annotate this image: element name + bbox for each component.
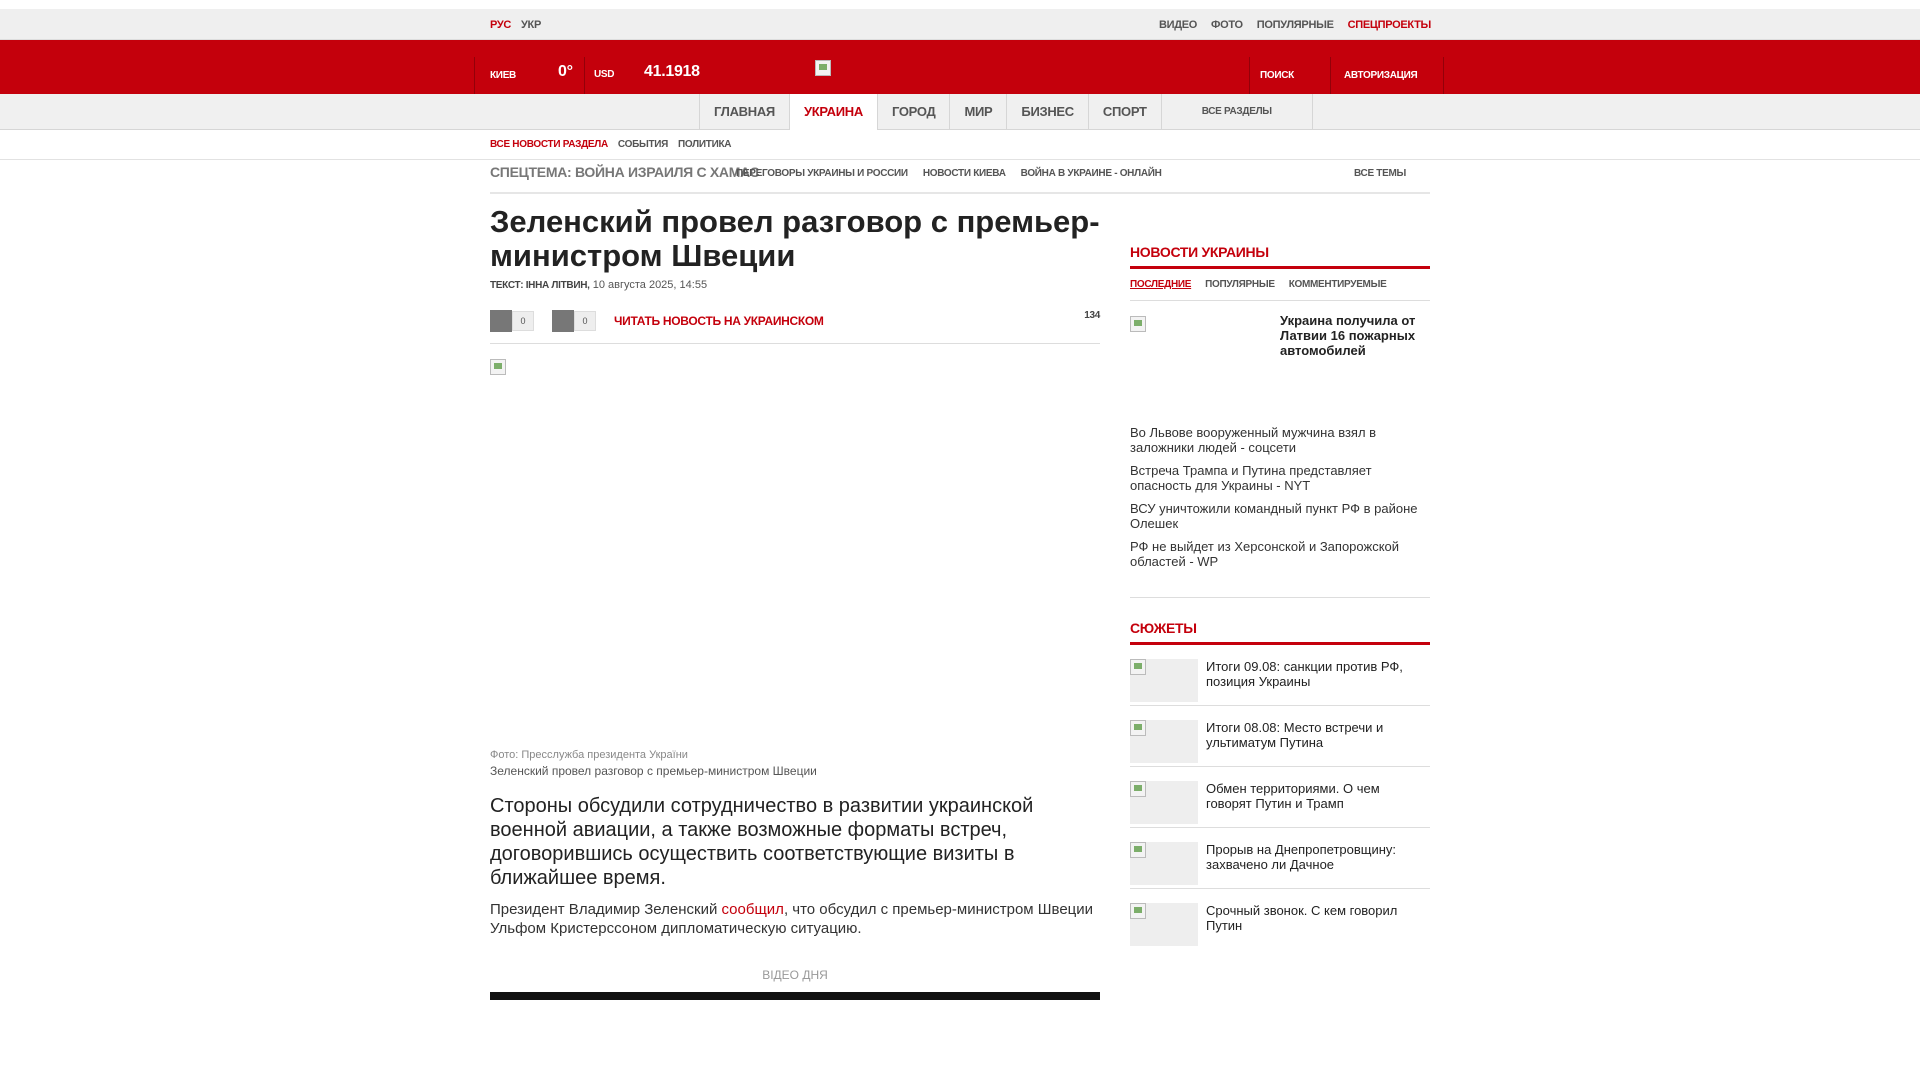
- topic-link[interactable]: ПЕРЕГОВОРЫ УКРАИНЫ И РОССИИ: [736, 168, 908, 179]
- currency-rate: 41.1918: [644, 63, 700, 80]
- lang-ru-link[interactable]: РУС: [490, 19, 512, 31]
- section-subnav: [0, 130, 1920, 160]
- divider: [1249, 57, 1250, 94]
- video-of-day-label: ВІДЕО ДНЯ: [762, 968, 828, 982]
- story-thumbnail[interactable]: [1130, 720, 1198, 763]
- news-item[interactable]: Во Львове вооруженный мужчина взял в заложники людей - соцсети: [1130, 425, 1377, 455]
- share-bar: [490, 304, 1100, 344]
- story-title[interactable]: Срочный звонок. С кем говорил Путин: [1206, 903, 1398, 933]
- views-count: 134: [1084, 310, 1100, 321]
- top-links: [1159, 19, 1431, 31]
- ukraine-news-heading[interactable]: НОВОСТИ УКРАИНЫ: [1130, 244, 1430, 269]
- story-thumbnail[interactable]: [1130, 781, 1198, 824]
- read-in-ukrainian-link[interactable]: ЧИТАТЬ НОВОСТЬ НА УКРАИНСКОМ: [614, 314, 824, 328]
- nav-city[interactable]: ГОРОД: [878, 94, 951, 130]
- special-projects-link[interactable]: СПЕЦПРОЕКТЫ: [1347, 19, 1431, 31]
- tab-commented[interactable]: КОММЕНТИРУЕМЫЕ: [1288, 279, 1387, 290]
- photo-credit: Фото: Пресслужба президента України: [490, 749, 688, 761]
- share-count: 0: [512, 311, 534, 331]
- paragraph-text: Президент Владимир Зеленский: [490, 901, 722, 918]
- story-item[interactable]: [1130, 706, 1430, 767]
- all-topics-link[interactable]: ВСЕ ТЕМЫ: [1353, 168, 1406, 179]
- share-icon: [552, 310, 574, 332]
- share-button[interactable]: [490, 310, 534, 332]
- divider: [1443, 57, 1444, 94]
- article-title: Зеленский провел разговор с премьер-министром Швеции: [490, 204, 1100, 273]
- publish-date: 10 августа 2025, 14:55: [592, 279, 708, 291]
- story-title[interactable]: Итоги 08.08: Место встречи и ультиматум Путина: [1206, 720, 1384, 750]
- photo-link[interactable]: ФОТО: [1211, 19, 1243, 31]
- special-topic: [490, 164, 759, 180]
- featured-news[interactable]: [1130, 313, 1430, 425]
- story-item[interactable]: [1130, 828, 1430, 889]
- news-item[interactable]: ВСУ уничтожили командный пункт РФ в районе Олешек: [1130, 501, 1418, 531]
- article-paragraph: [490, 900, 1100, 938]
- sidebar: [1130, 244, 1430, 950]
- divider: [474, 57, 475, 94]
- story-thumbnail[interactable]: [1130, 842, 1198, 885]
- lang-ua-link[interactable]: УКР: [521, 19, 541, 31]
- article-photo[interactable]: [490, 359, 1100, 749]
- broken-image-icon: [1130, 842, 1146, 858]
- nav-ukraine[interactable]: УКРАИНА: [790, 94, 878, 130]
- top-bar: [0, 9, 1920, 40]
- tab-popular[interactable]: ПОПУЛЯРНЫЕ: [1205, 279, 1275, 290]
- login-button[interactable]: АВТОРИЗАЦИЯ: [1344, 70, 1418, 81]
- story-item[interactable]: [1130, 645, 1430, 706]
- special-topics-bar: [490, 160, 1430, 194]
- nav-main[interactable]: ГЛАВНАЯ: [700, 94, 790, 130]
- story-item[interactable]: [1130, 889, 1430, 950]
- source-link[interactable]: сообщил: [721, 901, 784, 918]
- article-lead: Стороны обсудили сотрудничество в развитии украинской военной авиации, а также возможные форматы встреч, договорившись осуществить соответствующие визиты в ближайшее время.: [490, 795, 1034, 889]
- city-label: КИЕВ: [490, 70, 516, 81]
- story-thumbnail[interactable]: [1130, 659, 1198, 702]
- broken-image-icon: [490, 359, 506, 375]
- article: [490, 205, 1100, 1000]
- featured-news-title[interactable]: Украина получила от Латвии 16 пожарных автомобилей: [1280, 313, 1416, 358]
- nav-world[interactable]: МИР: [950, 94, 1007, 130]
- broken-image-icon: [1130, 903, 1146, 919]
- nav-sport[interactable]: СПОРТ: [1089, 94, 1162, 130]
- nav-business[interactable]: БИЗНЕС: [1007, 94, 1088, 130]
- subnav-all-news[interactable]: ВСЕ НОВОСТИ РАЗДЕЛА: [490, 139, 608, 150]
- news-item[interactable]: РФ не выйдет из Херсонской и Запорожской областей - WP: [1130, 539, 1400, 569]
- broken-image-icon: [1130, 316, 1146, 332]
- divider: [1330, 57, 1331, 94]
- broken-image-icon: [1130, 720, 1146, 736]
- subnav-politics[interactable]: ПОЛИТИКА: [678, 139, 732, 150]
- topic-link[interactable]: ВОЙНА В УКРАИНЕ - ОНЛАЙН: [1020, 168, 1162, 179]
- divider: [584, 57, 585, 94]
- video-player[interactable]: [490, 992, 1100, 1000]
- share-button[interactable]: [552, 310, 596, 332]
- byline: [490, 279, 1100, 291]
- story-item[interactable]: [1130, 767, 1430, 828]
- paragraph-text: , что обсудил с премьер-министром Швеции Ульфом Кристерссоном дипломатическую ситуацию.: [490, 901, 1094, 937]
- broken-image-icon: [1130, 659, 1146, 675]
- story-title[interactable]: Прорыв на Днепропетровщину: захвачено ли Дачное: [1206, 842, 1397, 872]
- temperature: 0°: [558, 63, 573, 80]
- site-logo[interactable]: [815, 60, 831, 76]
- news-item[interactable]: Встреча Трампа и Путина представляет опасность для Украины - NYT: [1130, 463, 1372, 493]
- subnav-events[interactable]: СОБЫТИЯ: [617, 139, 669, 150]
- topic-link[interactable]: НОВОСТИ КИЕВА: [922, 168, 1006, 179]
- currency-label: USD: [594, 69, 615, 80]
- popular-link[interactable]: ПОПУЛЯРНЫЕ: [1256, 19, 1334, 31]
- author: ТЕКСТ: ІННА ЛІТВИН,: [490, 280, 590, 291]
- video-link[interactable]: ВИДЕО: [1158, 19, 1198, 31]
- photo-caption: Зеленский провел разговор с премьер-министром Швеции: [490, 764, 817, 778]
- story-thumbnail[interactable]: [1130, 903, 1198, 946]
- story-title[interactable]: Обмен территориями. О чем говорят Путин и Трамп: [1206, 781, 1380, 811]
- share-count: 0: [574, 311, 596, 331]
- stories-heading[interactable]: СЮЖЕТЫ: [1130, 620, 1430, 645]
- broken-image-icon: [1130, 781, 1146, 797]
- news-tabs: [1130, 269, 1430, 301]
- main-nav: [0, 94, 1920, 130]
- story-title[interactable]: Итоги 09.08: санкции против РФ, позиция Украины: [1206, 659, 1403, 689]
- special-topic-link[interactable]: ВОЙНА ИЗРАИЛЯ С ХАМАС: [574, 164, 760, 180]
- tab-latest[interactable]: ПОСЛЕДНИЕ: [1130, 279, 1192, 290]
- news-list: [1130, 425, 1430, 598]
- site-header: [0, 40, 1920, 94]
- nav-all-sections[interactable]: ВСЕ РАЗДЕЛЫ: [1162, 94, 1313, 130]
- special-topic-label: СПЕЦТЕМА:: [490, 164, 572, 180]
- search-button[interactable]: ПОИСК: [1260, 70, 1294, 81]
- share-icon: [490, 310, 512, 332]
